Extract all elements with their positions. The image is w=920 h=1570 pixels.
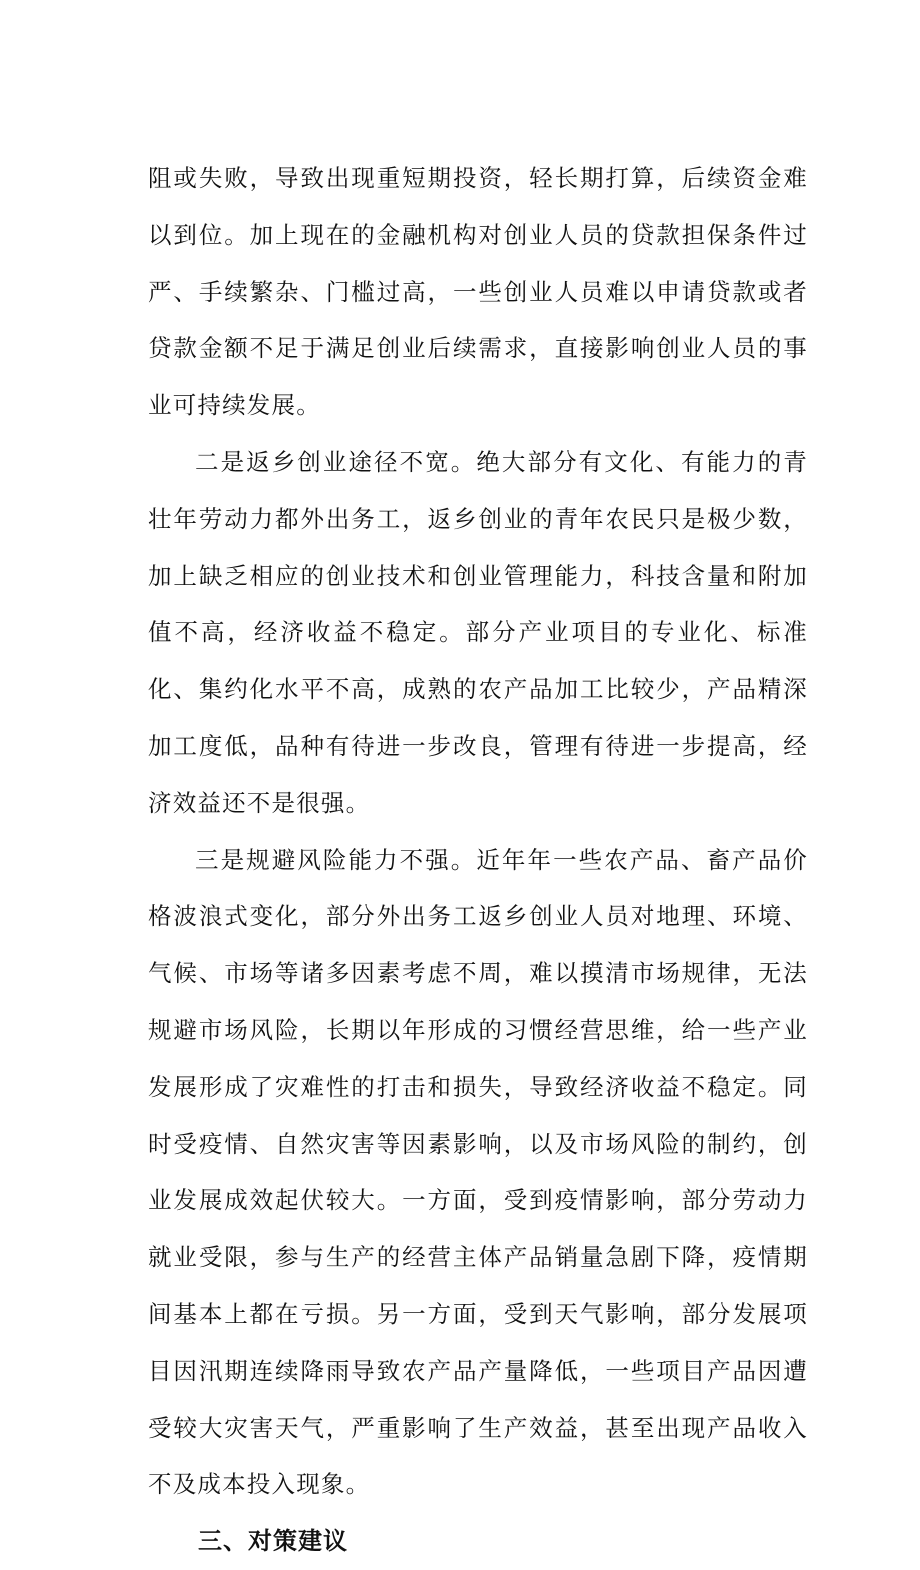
paragraph-entrepreneurship-channels: 二是返乡创业途径不宽。绝大部分有文化、有能力的青壮年劳动力都外出务工，返乡创业的青年农民只是极少数，加上缺乏相应的创业技术和创业管理能力，科技含量和附加值不高，经济收益不稳定。部分产业项目的专业化、标准化、集约化水平不高，成熟的农产品加工比较少，产品精深加工度低，品种有待进一步改良，管理有待进一步提高，经济效益还不是很强。 bbox=[148, 447, 808, 817]
document-body bbox=[148, 150, 808, 1570]
paragraph-risk-avoidance: 三是规避风险能力不强。近年年一些农产品、畜产品价格波浪式变化，部分外出务工返乡创业人员对地理、环境、气候、市场等诸多因素考虑不周，难以摸清市场规律，无法规避市场风险，长期以年形成的习惯经营思维，给一些产业发展形成了灾难性的打击和损失，导致经济收益不稳定。同时受疫情、自然灾害等因素影响，以及市场风险的制约，创业发展成效起伏较大。一方面，受到疫情影响，部分劳动力就业受限，参与生产的经营主体产品销量急剧下降，疫情期间基本上都在亏损。另一方面，受到天气影响，部分发展项目因汛期连续降雨导致农产品产量降低，一些项目产品因遭受较大灾害天气，严重影响了生产效益，甚至出现产品收入不及成本投入现象。 bbox=[148, 845, 808, 1499]
paragraph-continuation: 阻或失败，导致出现重短期投资，轻长期打算，后续资金难以到位。加上现在的金融机构对创业人员的贷款担保条件过严、手续繁杂、门槛过高，一些创业人员难以申请贷款或者贷款金额不足于满足创业后续需求，直接影响创业人员的事业可持续发展。 bbox=[148, 164, 808, 420]
section-heading-countermeasures: 三、对策建议 bbox=[198, 1527, 348, 1556]
